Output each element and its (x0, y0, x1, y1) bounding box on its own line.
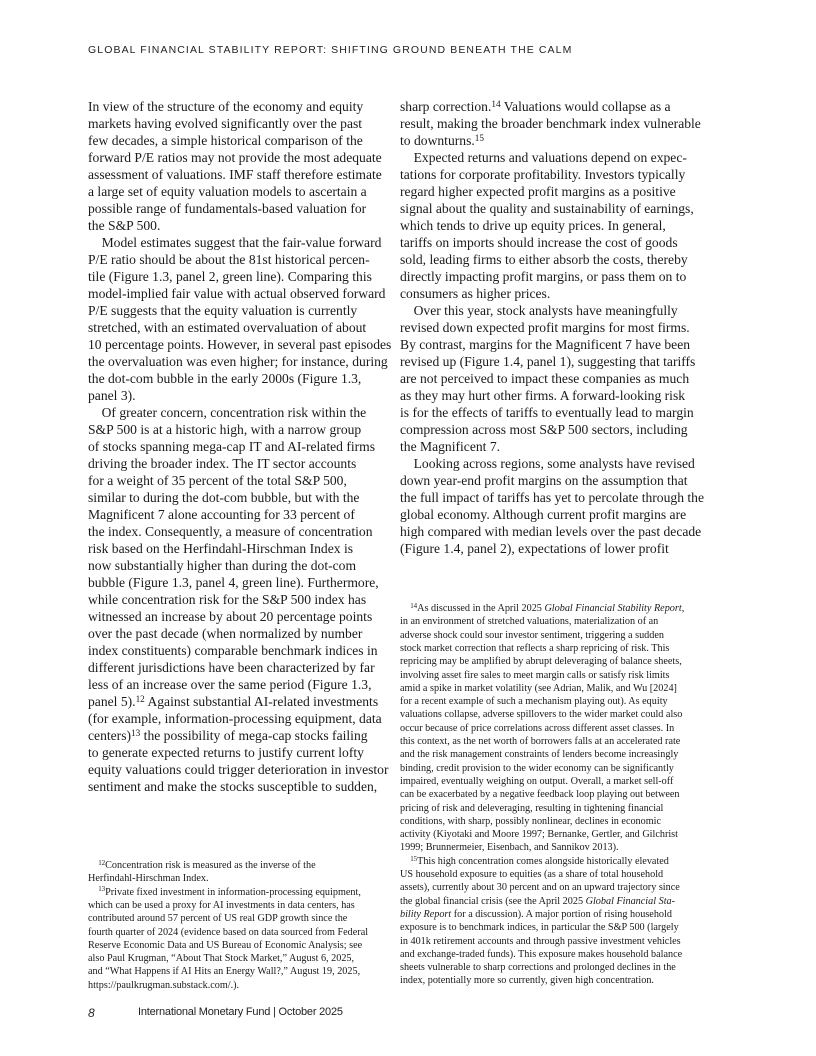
text-line: high compared with median levels over the past decade (400, 524, 702, 539)
text-line: adverse shock could sour investor sentiment, triggering a sudden (400, 629, 664, 641)
text-line: conditions, with sharp, possibly nonlinear, declines in economic (400, 815, 662, 827)
text-line: for a recent example of such a mechanism playing out). As equity (400, 696, 668, 708)
text-line: down year-end profit margins on the assumption that (400, 473, 688, 488)
text-line: (Figure 1.4, panel 2), expectations of lower profit (400, 541, 669, 556)
text-line: 10 percentage points. However, in several past episodes (88, 337, 392, 352)
text-line: result, making the broader benchmark index vulnerable (400, 116, 701, 131)
text-line: involving asset fire sales to meet margin calls or satisfy risk limits (400, 669, 670, 681)
text-line: this context, as the net worth of borrowers falls at an accelerated rate (400, 736, 681, 747)
text-line: Looking across regions, some analysts have revised (400, 456, 695, 471)
text-line: to generate expected returns to justify current lofty (88, 745, 364, 760)
text-line: S&P 500 is at a historic high, with a narrow group (88, 422, 362, 437)
text-line: is for the effects of tariffs to eventually lead to margin (400, 405, 694, 420)
text-line: the full impact of tariffs has yet to percolate through the (400, 490, 705, 505)
text-line: consumers as higher prices. (400, 286, 551, 301)
text-line: the global financial crisis (see the April 2025 Global Financial Sta- (400, 895, 676, 907)
text-line: amid a spike in market volatility (see Adrian, Malik, and Wu [2024] (400, 682, 677, 694)
text-line: forward P/E ratios may not provide the most adequate (88, 150, 382, 165)
text-line: possible range of fundamentals-based valuation for (88, 201, 367, 216)
running-head: GLOBAL FINANCIAL STABILITY REPORT: SHIFTING GROUND BENEATH THE CALM (88, 44, 573, 56)
footnote-ref[interactable]: 15 (410, 855, 418, 863)
text-line: the index. Consequently, a measure of concentration (88, 524, 373, 539)
text-line: panel 3). (88, 388, 136, 403)
text-line: P/E suggests that the equity valuation is currently (88, 303, 358, 318)
text-line: panel 5).$^{12}$ Against substantial AI-related investments (88, 693, 379, 709)
text-line: contributed around 57 percent of US real GDP growth since the (88, 913, 348, 925)
text-line: tations for corporate profitability. Investors typically (400, 167, 686, 182)
text-line: activity (Kiyotaki and Moore 1997; Bernanke, Gertler, and Gilchrist (400, 829, 678, 841)
text-line: risk based on the Herfindahl-Hirschman Index is (88, 541, 354, 556)
text-line: directly impacting profit margins, or pass them on to (400, 269, 687, 284)
page-number: 8 (88, 1006, 95, 1020)
text-line: revised up (Figure 1.4, panel 1), suggesting that tariffs (400, 354, 696, 369)
text-line: equity valuations could trigger deterioration in investor (88, 762, 389, 777)
text-line: revised down expected profit margins for most firms. (400, 320, 690, 335)
text-line: index, potentially more so currently, given high concentration. (400, 975, 654, 987)
text-line: signal about the quality and sustainability of earnings, (400, 201, 694, 216)
text-line: now substantially higher than during the dot-com (88, 558, 357, 573)
footer-text: International Monetary Fund | October 2025 (138, 1006, 343, 1018)
text-line: which can be used a proxy for AI investments in data centers, has (88, 899, 355, 911)
text-line: assessment of valuations. IMF staff therefore estimate (88, 167, 382, 182)
text-line: in an environment of stretched valuations, materialization of an (400, 616, 659, 628)
text-line: similar to during the dot-com bubble, but with the (88, 490, 360, 505)
text-line: Magnificent 7 alone accounting for 33 percent of (88, 507, 355, 522)
text-line: P/E ratio should be about the 81st historical percen- (88, 252, 370, 267)
text-line: occur because of price correlations across different asset classes. In (400, 722, 675, 734)
text-line: By contrast, margins for the Magnificent 7 have been (400, 337, 691, 352)
text-line: less of an increase over the same period (Figure 1.3, (88, 677, 372, 692)
text-line: and the risk management constraints of lenders become increasingly (400, 749, 679, 761)
text-line: of stocks spanning mega-cap IT and AI-related firms (88, 439, 376, 454)
text-line: Reserve Economic Data and US Bureau of Economic Analysis; see (88, 939, 363, 951)
text-line: centers)$^{13}$ the possibility of mega-cap stocks failing (88, 727, 368, 743)
text-line: in 401k retirement accounts and through passive investment vehicles (400, 935, 681, 947)
text-line: for a weight of 35 percent of the total S&P 500, (88, 473, 347, 488)
text-line: fourth quarter of 2024 (evidence based on data sourced from Federal (88, 926, 369, 938)
footnote-ref[interactable]: 12 (98, 859, 106, 867)
text-line: pricing of risk and deleveraging, resulting in tightening financial (400, 802, 664, 814)
text-line: Model estimates suggest that the fair-value forward (88, 235, 382, 250)
text-line: to downturns.$^{15}$ (400, 132, 484, 148)
text-line: bubble (Figure 1.3, panel 4, green line). Furthermore, (88, 575, 379, 590)
text-line: stretched, with an estimated overvaluation of about (88, 320, 367, 335)
text-line: bility Report for a discussion). A major portion of rising household (400, 908, 672, 920)
text-line: compression across most S&P 500 sectors, including (400, 422, 688, 437)
text-line: exposure is to benchmark indices, in particular the S&P 500 (largely (400, 922, 679, 934)
text-line: tile (Figure 1.3, panel 2, green line). Comparing this (88, 269, 372, 284)
text-line: sheets vulnerable to sharp corrections and prolonged declines in the (400, 962, 676, 974)
text-line: as they may hurt other firms. A forward-looking risk (400, 388, 686, 403)
footnote-ref[interactable]: 14 (491, 98, 501, 109)
text-line: global economy. Although current profit margins are (400, 507, 687, 522)
text-line: 1999; Brunnermeier, Eisenbach, and Sannikov 2013). (400, 842, 619, 854)
text-line: sentiment and make the stocks susceptible to sudden, (88, 779, 378, 794)
footnote-ref[interactable]: 15 (474, 132, 484, 143)
text-line: regard higher expected profit margins as a positive (400, 184, 676, 199)
text-line: Herfindahl-Hirschman Index. (88, 873, 209, 885)
text-line: and “What Happens if AI Hits an Energy Wall?,” August 19, 2025, (88, 966, 361, 978)
text-line: over the past decade (when normalized by number (88, 626, 363, 641)
text-line: are not perceived to impact these companies as much (400, 371, 690, 386)
footnote-ref[interactable]: 13 (131, 727, 141, 738)
text-line: and exchange-traded funds). This exposure makes household balance (400, 948, 683, 960)
text-line: Of greater concern, concentration risk within the (88, 405, 367, 420)
text-line: $^{13}$Private fixed investment in information-processing equipment, (98, 886, 361, 898)
text-line: few decades, a simple historical comparison of the (88, 133, 363, 148)
text-line: Over this year, stock analysts have meaningfully (400, 303, 678, 318)
text-line: In view of the structure of the economy and equity (88, 99, 364, 114)
text-line: assets), currently about 30 percent and on an upward trajectory since (400, 882, 680, 894)
text-line: different jurisdictions have been characterized by far (88, 660, 375, 675)
text-line: stock market correction that reflects a sharp repricing of risk. This (400, 642, 670, 654)
text-line: also Paul Krugman, “About That Stock Market,” August 6, 2025, (88, 953, 355, 965)
text-line: which tends to drive up equity prices. In general, (400, 218, 666, 233)
text-line: valuations collapse, adverse spillovers to the wider market could also (400, 709, 683, 721)
text-line: a large set of equity valuation models to ascertain a (88, 184, 367, 199)
text-line: repricing may be amplified by abrupt deleveraging of balance sheets, (400, 656, 682, 668)
text-line: index constituents) comparable benchmark indices in (88, 643, 378, 658)
text-line: the dot-com bubble in the early 2000s (Figure 1.3, (88, 371, 362, 386)
text-line: sold, leading firms to either absorb the costs, thereby (400, 252, 688, 267)
text-line: Expected returns and valuations depend on expec- (400, 150, 687, 165)
italic-title: bility Report (400, 908, 452, 920)
text-line: $^{15}$This high concentration comes alongside historically elevated (410, 855, 669, 867)
italic-title: Global Financial Sta- (585, 895, 676, 907)
text-line: the overvaluation was even higher; for instance, during (88, 354, 388, 369)
text-line: sharp correction.$^{14}$ Valuations would collapse as a (400, 98, 671, 114)
text-line: $^{14}$As discussed in the April 2025 Global Financial Stability Report, (410, 602, 685, 614)
text-line: model-implied fair value with actual observed forward (88, 286, 386, 301)
footnote-ref[interactable]: 13 (98, 886, 106, 894)
text-line: impaired, eventually weighing on output. Overall, a market sell-off (400, 775, 674, 787)
text-line: https://paulkrugman.substack.com/.). (88, 979, 240, 991)
footnote-ref[interactable]: 12 (135, 693, 145, 704)
footnote-ref[interactable]: 14 (410, 602, 418, 610)
text-line: the S&P 500. (88, 218, 161, 233)
text-line: tariffs on imports should increase the cost of goods (400, 235, 678, 250)
text-line: binding, credit provision to the wider economy can be significantly (400, 762, 674, 774)
text-line: can be exacerbated by a negative feedback loop playing out between (400, 789, 680, 801)
text-line: driving the broader index. The IT sector accounts (88, 456, 357, 471)
text-line: $^{12}$Concentration risk is measured as the inverse of the (98, 859, 316, 871)
text-line: markets having evolved significantly over the past (88, 116, 363, 131)
text-line: US household exposure to equities (as a share of total household (400, 869, 664, 880)
text-line: witnessed an increase by about 20 percentage points (88, 609, 373, 624)
italic-title: Global Financial Stability Report (544, 603, 682, 614)
text-line: the Magnificent 7. (400, 439, 501, 454)
text-line: while concentration risk for the S&P 500 index has (88, 592, 367, 607)
text-line: (for example, information-processing equipment, data (88, 711, 382, 726)
